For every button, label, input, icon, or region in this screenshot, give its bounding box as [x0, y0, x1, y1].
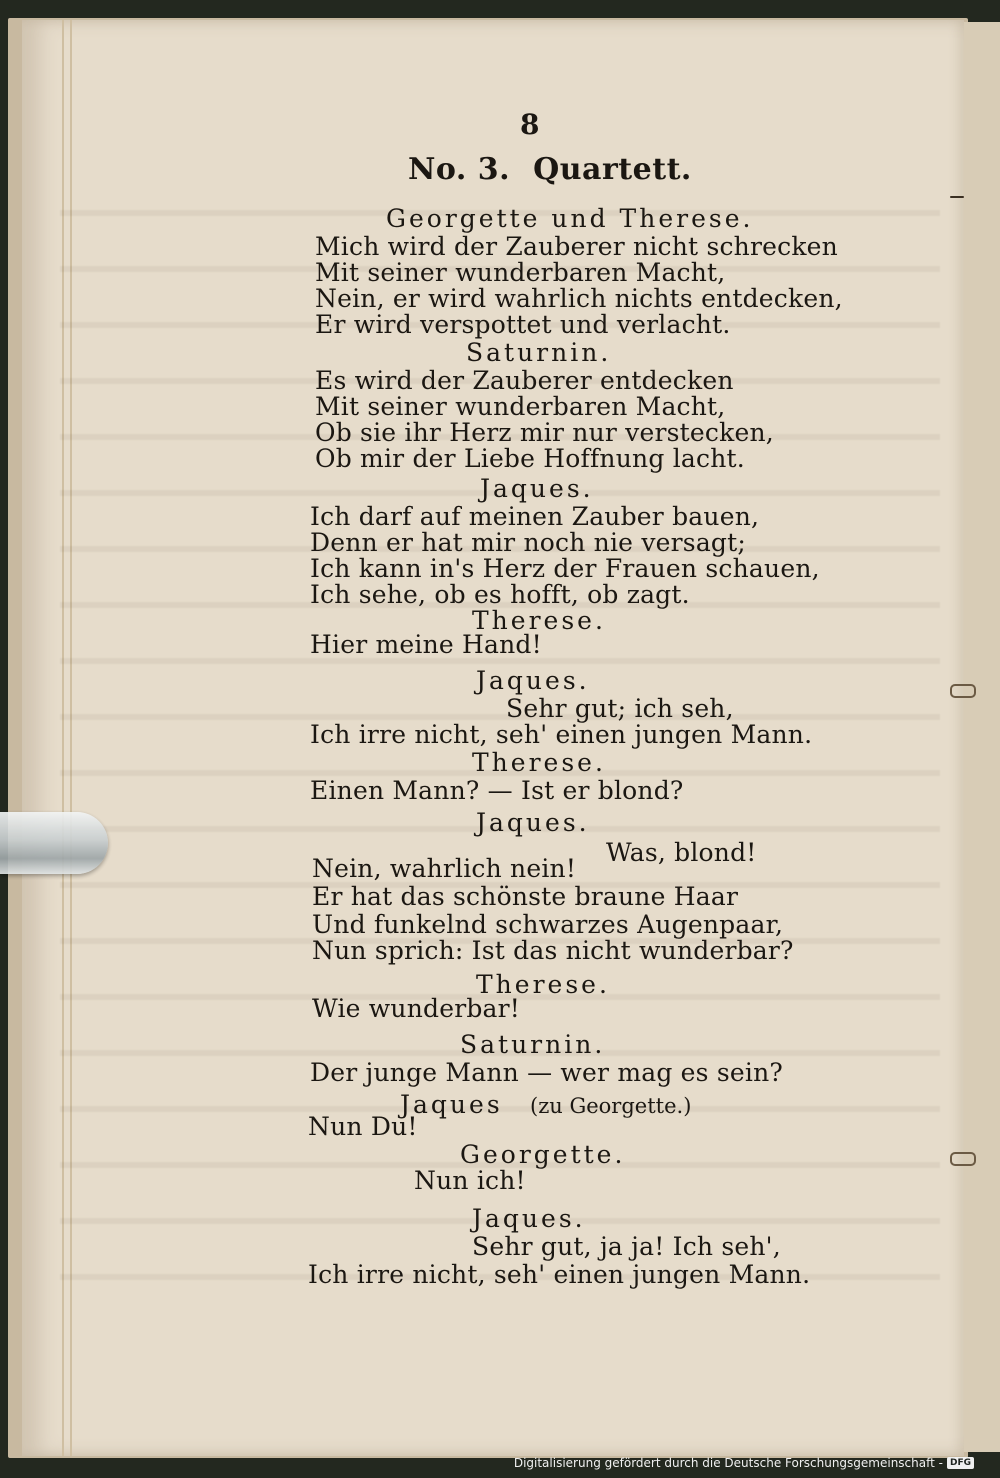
verse-line: Ich irre nicht, seh' einen jungen Mann. — [308, 1260, 811, 1289]
section-number: No. 3. — [408, 152, 511, 187]
speaker-label: Therese. — [472, 606, 606, 635]
speaker-label: Therese. — [472, 748, 606, 777]
verse-line: Nun sprich: Ist das nicht wunderbar? — [312, 936, 794, 965]
verse-line: Ob sie ihr Herz mir nur verstecken, — [315, 418, 774, 447]
binding-stitch — [950, 684, 976, 698]
digitization-footer — [514, 1456, 974, 1470]
verse-line: Es wird der Zauberer entdecken — [315, 366, 734, 395]
verse-line: Einen Mann? — Ist er blond? — [310, 776, 684, 805]
verse-line: Nun ich! — [414, 1166, 526, 1195]
dfg-logo: DFG — [947, 1457, 974, 1469]
verse-line: Ich darf auf meinen Zauber bauen, — [310, 502, 760, 531]
verse-line: Denn er hat mir noch nie versagt; — [310, 528, 746, 557]
footer-text: Digitalisierung gefördert durch die Deutsche Forschungsgemeinschaft - — [513, 1456, 943, 1470]
speaker-label: Georgette. — [460, 1140, 626, 1169]
verse-line: Sehr gut, ja ja! Ich seh', — [472, 1232, 781, 1261]
verse-line: Er hat das schönste braune Haar — [312, 882, 739, 911]
verse-line: Nein, er wird wahrlich nichts entdecken, — [315, 284, 843, 313]
verse-line: Er wird verspottet und verlacht. — [315, 310, 731, 339]
speaker-label: Jaques. — [476, 666, 590, 695]
binding-mark — [950, 196, 964, 198]
verse-line: Was, blond! — [606, 838, 757, 867]
verse-line: Ich irre nicht, seh' einen jungen Mann. — [310, 720, 813, 749]
verse-line: Mich wird der Zauberer nicht schrecken — [315, 232, 838, 261]
verse-line: Ich sehe, ob es hofft, ob zagt. — [310, 580, 690, 609]
binding-stitch — [950, 1152, 976, 1166]
verse-line: Sehr gut; ich seh, — [506, 694, 734, 723]
verse-line: Mit seiner wunderbaren Macht, — [315, 392, 726, 421]
verse-line: Und funkelnd schwarzes Augenpaar, — [312, 910, 784, 939]
speaker-label: Jaques — [400, 1090, 503, 1119]
speaker-label: Jaques. — [472, 1204, 586, 1233]
speaker-label: Georgette und Therese. — [386, 204, 754, 233]
metal-page-clip — [0, 812, 108, 874]
stage-direction: (zu Georgette.) — [530, 1094, 692, 1118]
section-title: Quartett. — [533, 152, 692, 187]
verse-line: Ich kann in's Herz der Frauen schauen, — [310, 554, 820, 583]
verse-line: Hier meine Hand! — [310, 630, 542, 659]
speaker-label: Jaques. — [480, 474, 594, 503]
page-number: 8 — [520, 108, 540, 141]
verse-line: Ob mir der Liebe Hoffnung lacht. — [315, 444, 745, 473]
speaker-label: Jaques. — [476, 808, 590, 837]
verse-line: Nun Du! — [308, 1112, 418, 1141]
verse-line: Nein, wahrlich nein! — [312, 854, 577, 883]
section-heading — [408, 152, 692, 187]
verse-line: Der junge Mann — wer mag es sein? — [310, 1058, 783, 1087]
verse-line: Mit seiner wunderbaren Macht, — [315, 258, 726, 287]
speaker-label: Saturnin. — [460, 1030, 606, 1059]
speaker-label: Saturnin. — [466, 338, 612, 367]
speaker-label: Therese. — [476, 970, 610, 999]
verse-line: Wie wunderbar! — [312, 994, 521, 1023]
